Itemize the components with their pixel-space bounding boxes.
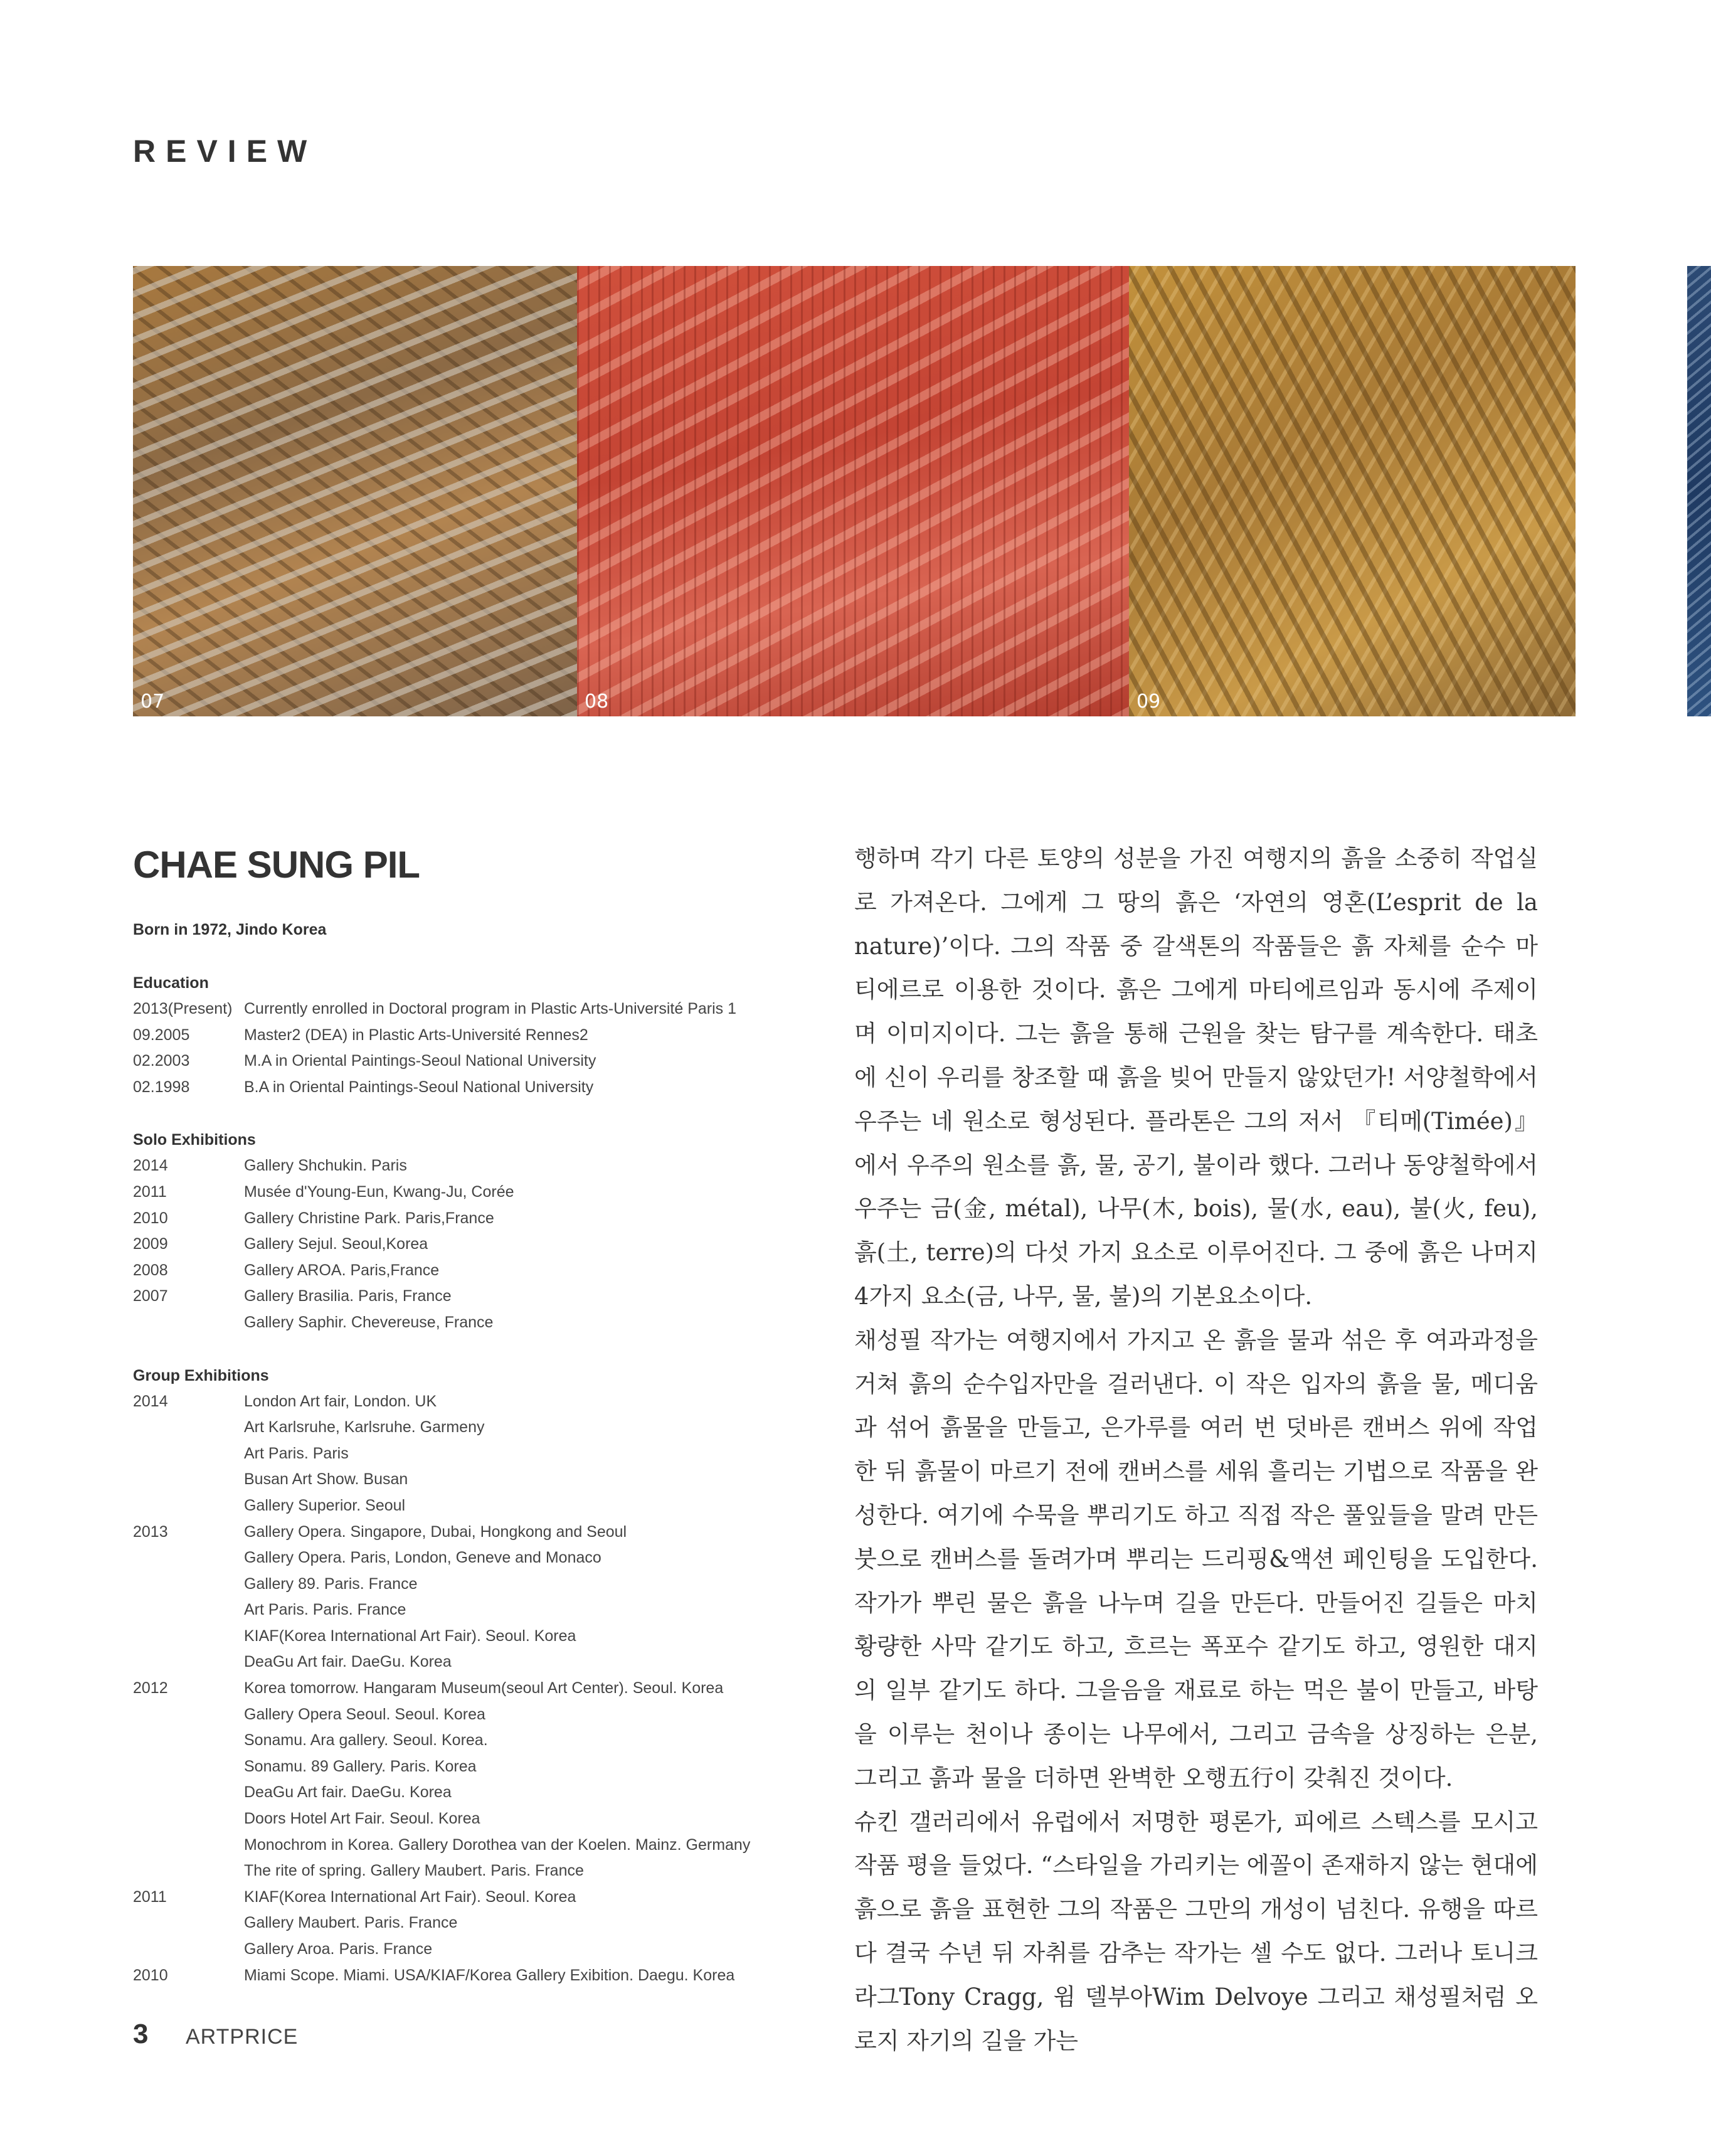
cv-entry-year: [133, 1702, 244, 1728]
cv-entry: [133, 1963, 810, 1989]
cv-entry-text: KIAF(Korea International Art Fair). Seoul. Korea: [244, 1888, 576, 1906]
cv-entry: [133, 1571, 810, 1598]
cv-entry-text: Gallery Opera. Paris, London, Geneve and Monaco: [244, 1549, 601, 1567]
cv-entry-year: 02.2003: [133, 1052, 190, 1070]
cv-entry: [133, 1153, 810, 1179]
cv-entry-text: Art Paris. Paris: [244, 1444, 349, 1462]
cv-entry-year: [133, 1728, 244, 1754]
solo-exhibitions-list: [133, 1153, 810, 1336]
cv-entry: [133, 1389, 810, 1415]
cv-entry-year: 2010: [133, 1966, 168, 1984]
cv-entry-year: [133, 1936, 244, 1963]
cv-entry: [133, 1910, 810, 1936]
cv-entry-text: Musée d'Young-Eun, Kwang-Ju, Corée: [244, 1182, 514, 1201]
cv-entry-year: [133, 1545, 244, 1571]
photo-number: 07: [140, 691, 165, 713]
cv-entry-text: Gallery Christine Park. Paris,France: [244, 1209, 494, 1227]
photo-number: 08: [585, 691, 609, 713]
section-label: REVIEW: [133, 134, 317, 169]
cv-entry-year: [133, 1467, 244, 1493]
cv-entry: [133, 1675, 810, 1702]
publication-name: ARTPRICE: [186, 2025, 299, 2049]
cv-entry-year: 2010: [133, 1209, 168, 1227]
cv-entry-text: Monochrom in Korea. Gallery Dorothea van der Koelen. Mainz. Germany: [244, 1835, 751, 1854]
cv-entry-text: Gallery Sejul. Seoul,Korea: [244, 1235, 428, 1253]
cv-entry-text: Miami Scope. Miami. USA/KIAF/Korea Gallery Exibition. Daegu. Korea: [244, 1966, 735, 1984]
cv-entry-year: [133, 1493, 244, 1519]
article-body: [854, 837, 1538, 2063]
artist-born: Born in 1972, Jindo Korea: [133, 921, 327, 938]
artwork-photo-09: [1129, 266, 1576, 716]
cv-entry: [133, 1936, 810, 1963]
cv-entry: [133, 1702, 810, 1728]
group-exhibitions-list: [133, 1389, 810, 1989]
cv-entry-text: KIAF(Korea International Art Fair). Seoul. Korea: [244, 1627, 576, 1645]
cv-entry-text: Korea tomorrow. Hangaram Museum(seoul Art Center). Seoul. Korea: [244, 1679, 724, 1697]
cv-entry-year: [133, 1858, 244, 1884]
cv-entry-text: London Art fair, London. UK: [244, 1392, 437, 1410]
cv-entry-text: Gallery Aroa. Paris. France: [244, 1940, 433, 1958]
artwork-photo-strip: [133, 266, 1576, 716]
cv-entry: [133, 1075, 810, 1101]
cv-entry-year: [133, 1441, 244, 1467]
cv-entry-text: Gallery 89. Paris. France: [244, 1575, 418, 1593]
cv-entry: [133, 1231, 810, 1258]
cv-entry-text: B.A in Oriental Paintings-Seoul National University: [244, 1078, 594, 1096]
article-paragraph: 채성필 작가는 여행지에서 가지고 온 흙을 물과 섞은 후 여과과정을 거쳐 흙의 순수입자만을 걸러낸다. 이 작은 입자의 흙을 물, 메디움과 섞어 흙물을 만들고, 은가루를 여러 번 덧바른 캔버스 위에 작업한 뒤 흙물이 마르기 전에 캔버스를 세워 흘리는 기법으로 작품을 완성한다. 여기에 수묵을 뿌리기도 하고 직접 작은 풀잎들을 말려 만든 붓으로 캔버스를 돌려가며 뿌리는 드리핑&액션 페인팅을 도입한다. 작가가 뿌린 물은 흙을 나누며 길을 만든다. 만들어진 길들은 마치 황량한 사막 같기도 하고, 흐르는 폭포수 같기도 하고, 영원한 대지의 일부 같기도 하다. 그을음을 재료로 하는 먹은 불이 만들고, 바탕을 이루는 천이나 종이는 나무에서, 그리고 금속을 상징하는 은분, 그리고 흙과 물을 더하면 완벽한 오행五行이 갖춰진 것이다.: [854, 1326, 1538, 1792]
cv-entry-year: 2012: [133, 1679, 168, 1697]
cv-entry: [133, 1022, 810, 1049]
cv-entry-year: 2008: [133, 1261, 168, 1279]
cv-entry-year: 2009: [133, 1235, 168, 1253]
cv-entry-year: 2014: [133, 1392, 168, 1410]
cv-entry-text: Gallery Brasilia. Paris, France: [244, 1287, 452, 1305]
cv-entry: [133, 1884, 810, 1911]
cv-entry-year: 2011: [133, 1182, 167, 1201]
education-heading: Education: [133, 974, 209, 992]
cv-entry-text: Gallery Superior. Seoul: [244, 1496, 406, 1514]
cv-entry-text: The rite of spring. Gallery Maubert. Paris. France: [244, 1862, 584, 1880]
group-exhibitions-heading: Group Exhibitions: [133, 1366, 269, 1384]
cv-entry-year: 2007: [133, 1287, 168, 1305]
cv-entry-year: [133, 1415, 244, 1441]
cv-entry-text: Busan Art Show. Busan: [244, 1470, 408, 1489]
cv-entry-year: 2014: [133, 1157, 168, 1175]
cv-entry: [133, 1310, 810, 1336]
cv-entry: [133, 1179, 810, 1206]
solo-exhibitions-heading: Solo Exhibitions: [133, 1131, 256, 1149]
cv-entry: [133, 1545, 810, 1571]
cv-entry-year: 2013: [133, 1522, 168, 1541]
cv-entry-text: Gallery Opera. Singapore, Dubai, Hongkong and Seoul: [244, 1522, 627, 1541]
cv-entry-text: Currently enrolled in Doctoral program in Plastic Arts-Université Paris 1: [244, 1000, 737, 1017]
cv-entry-year: [133, 1806, 244, 1832]
cv-entry: [133, 1258, 810, 1284]
cv-entry: [133, 1780, 810, 1806]
cv-entry-text: Art Karlsruhe, Karlsruhe. Garmeny: [244, 1418, 485, 1436]
artist-cv: [133, 970, 810, 1989]
photo-number: 09: [1136, 691, 1161, 713]
cv-entry-year: [133, 1310, 244, 1336]
cv-entry-year: [133, 1910, 244, 1936]
cv-entry: [133, 1493, 810, 1519]
cv-entry-year: [133, 1832, 244, 1859]
cv-entry-text: DeaGu Art fair. DaeGu. Korea: [244, 1653, 452, 1671]
cv-entry: [133, 1597, 810, 1623]
cv-entry: [133, 1858, 810, 1884]
cv-entry-text: Gallery Maubert. Paris. France: [244, 1914, 458, 1932]
cv-entry: [133, 1519, 810, 1546]
artist-name: CHAE SUNG PIL: [133, 844, 420, 886]
cv-entry: [133, 1206, 810, 1232]
cv-entry: [133, 1806, 810, 1832]
cv-entry-year: 09.2005: [133, 1026, 190, 1044]
cv-entry: [133, 1649, 810, 1675]
cv-entry-year: [133, 1571, 244, 1598]
article-paragraph: 행하며 각기 다른 토양의 성분을 가진 여행지의 흙을 소중히 작업실로 가져온다. 그에게 그 땅의 흙은 ‘자연의 영혼(L’esprit de la nature)’이다. 그의 작품 중 갈색톤의 작품들은 흙 자체를 순수 마티에르로 이용한 것이다. 흙은 그에게 마티에르임과 동시에 주제이며 이미지이다. 그는 흙을 통해 근원을 찾는 탐구를 계속한다. 태초에 신이 우리를 창조할 때 흙을 빚어 만들지 않았던가! 서양철학에서 우주는 네 원소로 형성된다. 플라톤은 그의 저서 『티메(Timée)』에서 우주의 원소를 흙, 물, 공기, 불이라 했다. 그러나 동양철학에서 우주는 금(金, métal), 나무(木, bois), 물(水, eau), 불(火, feu), 흙(土, terre)의 다섯 가지 요소로 이루어진다. 그 중에 흙은 나머지 4가지 요소(금, 나무, 물, 불)의 기본요소이다.: [854, 845, 1538, 1310]
cv-entry-text: Gallery Shchukin. Paris: [244, 1157, 407, 1175]
education-list: [133, 996, 810, 1100]
cv-entry-text: Master2 (DEA) in Plastic Arts-Université Rennes2: [244, 1026, 588, 1044]
next-page-photo-edge: [1687, 266, 1711, 716]
cv-entry-text: Sonamu. Ara gallery. Seoul. Korea.: [244, 1731, 488, 1750]
cv-entry: [133, 1728, 810, 1754]
cv-entry-text: Gallery Saphir. Chevereuse, France: [244, 1313, 494, 1331]
cv-entry: [133, 1623, 810, 1650]
cv-entry: [133, 996, 810, 1022]
artwork-photo-08: [577, 266, 1129, 716]
cv-entry: [133, 1467, 810, 1493]
cv-entry-year: [133, 1623, 244, 1650]
cv-entry-text: Gallery Opera Seoul. Seoul. Korea: [244, 1705, 485, 1723]
cv-entry-year: 2013(Present): [133, 1000, 233, 1017]
artwork-photo-07: [133, 266, 577, 716]
cv-entry-year: [133, 1649, 244, 1675]
cv-entry-year: 2011: [133, 1888, 167, 1906]
page-number: 3: [133, 2019, 149, 2049]
cv-entry-text: M.A in Oriental Paintings-Seoul National University: [244, 1052, 596, 1070]
cv-entry: [133, 1415, 810, 1441]
cv-entry: [133, 1754, 810, 1780]
cv-entry-text: DeaGu Art fair. DaeGu. Korea: [244, 1783, 452, 1802]
cv-entry-year: [133, 1597, 244, 1623]
cv-entry-text: Gallery AROA. Paris,France: [244, 1261, 440, 1279]
cv-entry-text: Sonamu. 89 Gallery. Paris. Korea: [244, 1757, 477, 1775]
cv-entry: [133, 1283, 810, 1310]
cv-entry: [133, 1832, 810, 1859]
cv-entry: [133, 1048, 810, 1075]
cv-entry-year: [133, 1754, 244, 1780]
cv-entry-year: [133, 1780, 244, 1806]
cv-entry-year: 02.1998: [133, 1078, 190, 1096]
article-paragraph: 슈킨 갤러리에서 유럽에서 저명한 평론가, 피에르 스텍스를 모시고 작품 평을 들었다. “스타일을 가리키는 에꼴이 존재하지 않는 현대에 흙으로 흙을 표현한 그의 작품은 그만의 개성이 넘친다. 유행을 따르다 결국 수년 뒤 자취를 감추는 작가는 셀 수도 없다. 그러나 토니크라그Tony Cragg, 윔 델부아Wim Delvoye 그리고 채성필처럼 오로지 자기의 길을 가는: [854, 1808, 1538, 2054]
cv-entry: [133, 1441, 810, 1467]
cv-entry-text: Art Paris. Paris. France: [244, 1601, 406, 1619]
cv-entry-text: Doors Hotel Art Fair. Seoul. Korea: [244, 1810, 480, 1828]
